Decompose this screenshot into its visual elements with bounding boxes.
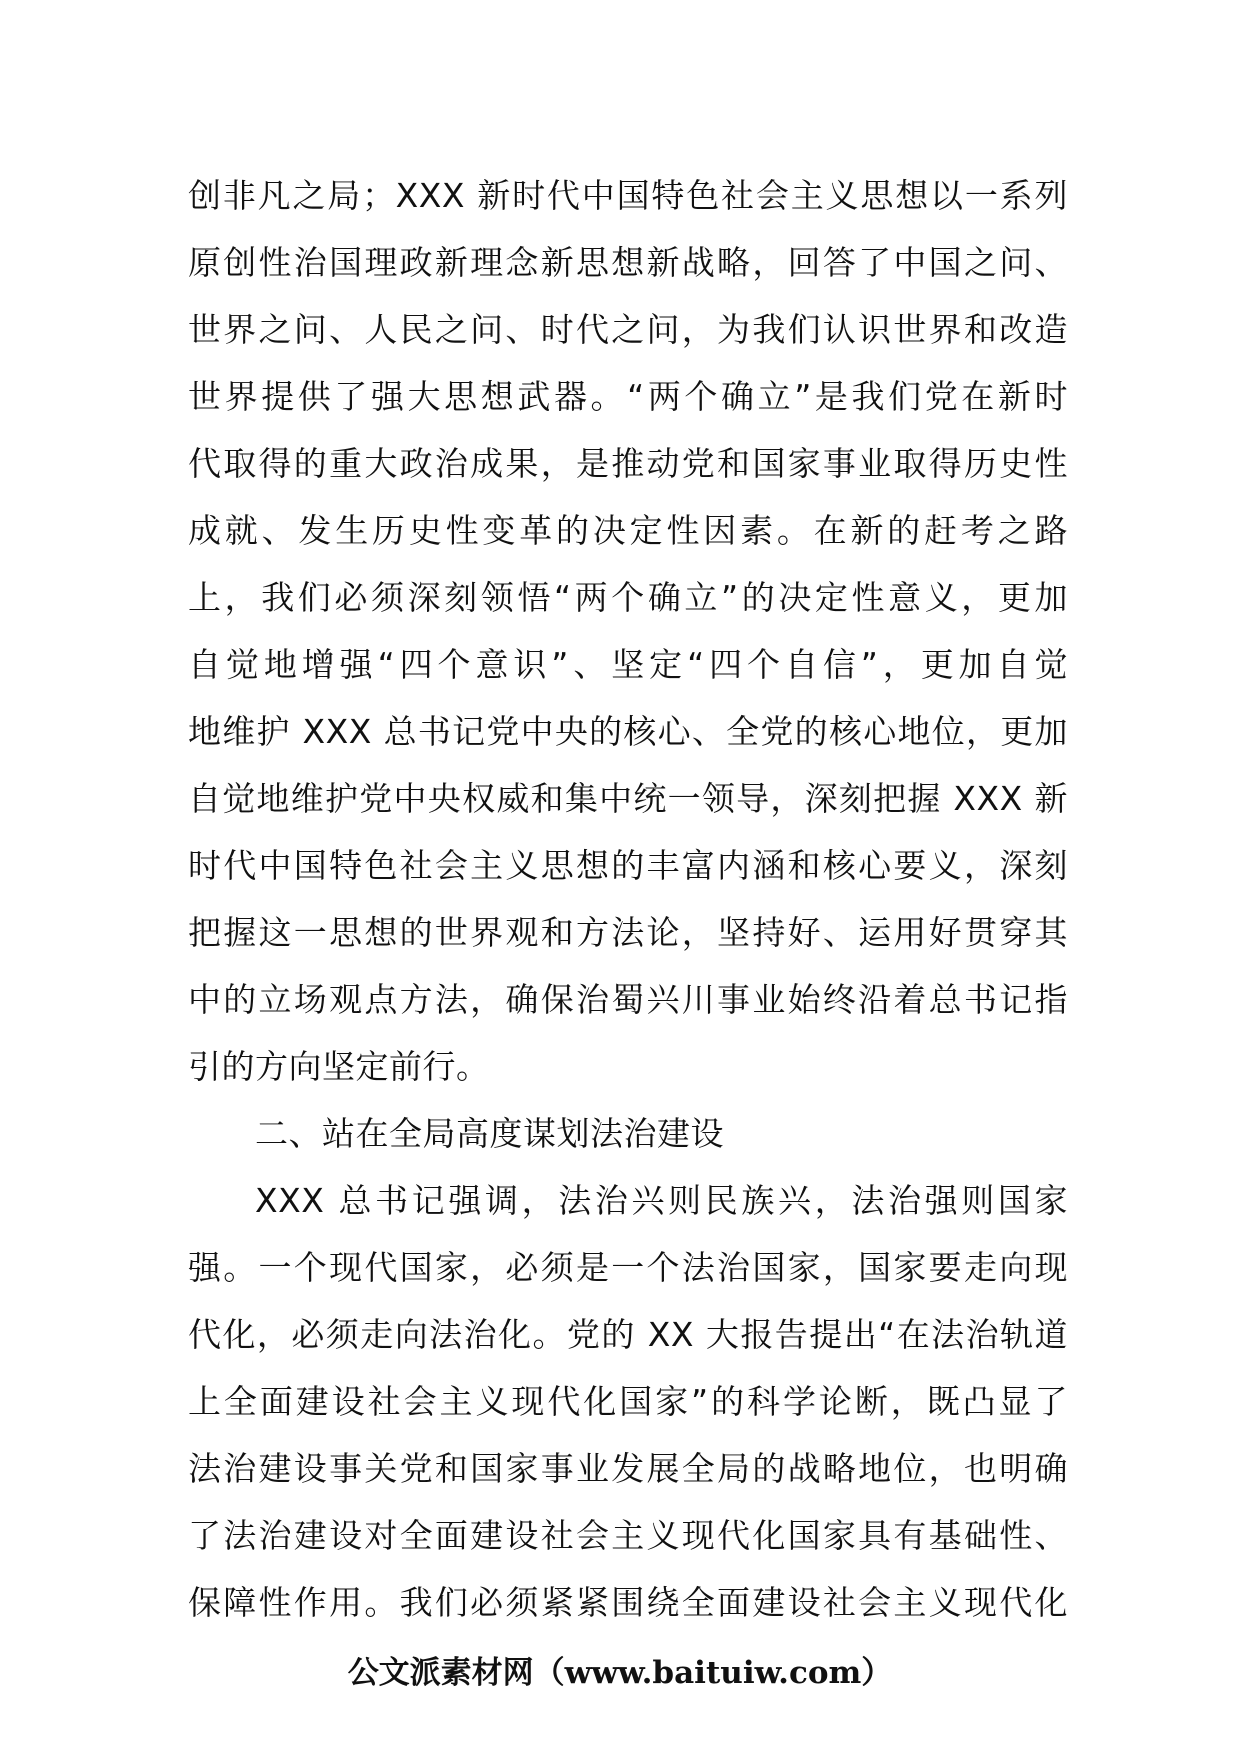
text-line: 上全面建设社会主义现代化国家”的科学论断，既凸显了 (188, 1382, 1068, 1421)
text-line: 代取得的重大政治成果，是推动党和国家事业取得历史性 (188, 444, 1068, 483)
text-line: 地维护 XXX 总书记党中央的核心、全党的核心地位，更加 (188, 712, 1068, 751)
text-line: 保障性作用。我们必须紧紧围绕全面建设社会主义现代化 (188, 1583, 1068, 1622)
section-heading: 二、站在全局高度谋划法治建设 (255, 1114, 724, 1153)
text-line: 法治建设事关党和国家事业发展全局的战略地位，也明确 (188, 1449, 1068, 1488)
text-line: XXX 总书记强调，法治兴则民族兴，法治强则国家 (255, 1181, 1068, 1220)
text-line: 原创性治国理政新理念新思想新战略，回答了中国之问、 (188, 243, 1068, 282)
document-body (188, 162, 1068, 1636)
text-line: 自觉地增强“四个意识”、坚定“四个自信”，更加自觉 (188, 645, 1068, 684)
text-line: 上，我们必须深刻领悟“两个确立”的决定性意义，更加 (188, 578, 1068, 617)
text-line: 成就、发生历史性变革的决定性因素。在新的赶考之路 (188, 511, 1068, 550)
text-line: 时代中国特色社会主义思想的丰富内涵和核心要义，深刻 (188, 846, 1068, 885)
text-line: 代化，必须走向法治化。党的 XX 大报告提出“在法治轨道 (188, 1315, 1068, 1354)
text-line: 创非凡之局；XXX 新时代中国特色社会主义思想以一系列 (188, 176, 1068, 215)
text-line: 中的立场观点方法，确保治蜀兴川事业始终沿着总书记指 (188, 980, 1068, 1019)
text-line: 世界之问、人民之问、时代之问，为我们认识世界和改造 (188, 310, 1068, 349)
text-line: 了法治建设对全面建设社会主义现代化国家具有基础性、 (188, 1516, 1068, 1555)
text-line: 自觉地维护党中央权威和集中统一领导，深刻把握 XXX 新 (188, 779, 1068, 818)
text-line: 把握这一思想的世界观和方法论，坚持好、运用好贯穿其 (188, 913, 1068, 952)
text-line: 世界提供了强大思想武器。“两个确立”是我们党在新时 (188, 377, 1068, 416)
text-line: 强。一个现代国家，必须是一个法治国家，国家要走向现 (188, 1248, 1068, 1287)
text-line: 引的方向坚定前行。 (188, 1047, 490, 1086)
footer-watermark: 公文派素材网（www.baituiw.com） (347, 1655, 893, 1691)
